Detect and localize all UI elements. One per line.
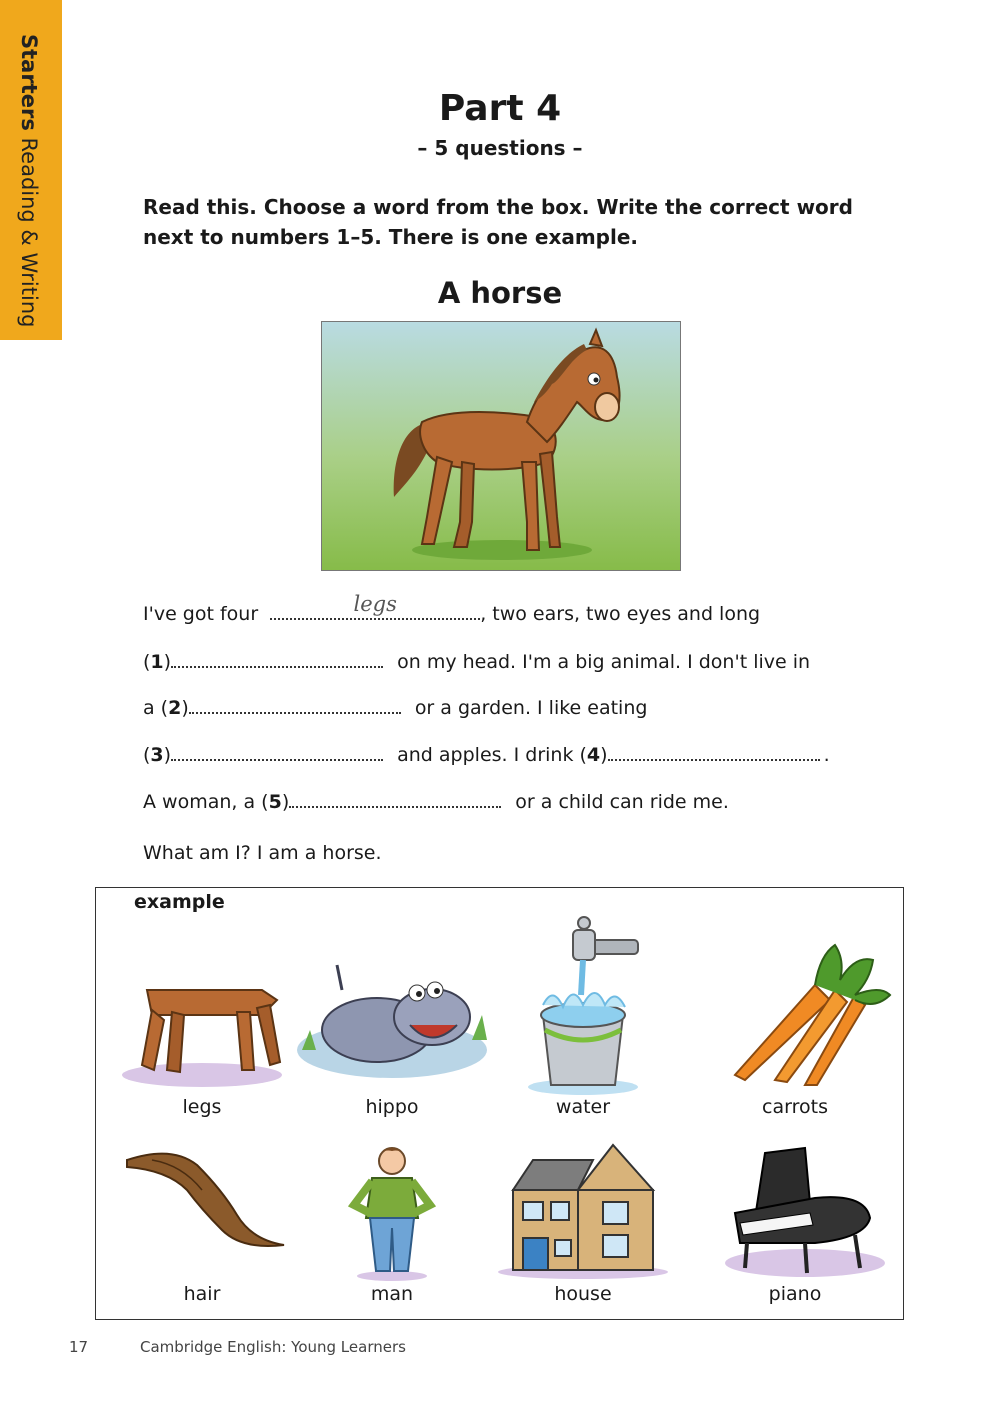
- story-line-1-before: I've got four: [143, 603, 259, 625]
- word-hair: hair: [183, 1283, 221, 1305]
- example-label: example: [134, 891, 225, 913]
- man-picture: [292, 1143, 492, 1283]
- hippo-icon: [292, 955, 492, 1090]
- question-2-number: 2: [168, 697, 182, 719]
- story-line-4-text: and apples. I drink (: [397, 744, 587, 766]
- question-5-number: 5: [268, 791, 282, 813]
- water-picture: [483, 915, 683, 1095]
- piano-icon: [695, 1143, 895, 1283]
- story-line-2: (1) on my head. I'm a big animal. I don't live in: [143, 644, 810, 674]
- story-line-2-text: on my head. I'm a big animal. I don't live in: [397, 651, 811, 673]
- answer-blank-2[interactable]: [189, 690, 401, 714]
- answer-blank-1[interactable]: [171, 644, 383, 668]
- story-line-5: A woman, a (5) or a child can ride me.: [143, 784, 729, 814]
- story-line-4-end: .: [823, 744, 830, 766]
- word-house: house: [554, 1283, 612, 1305]
- hair-icon: [112, 1145, 292, 1255]
- story-line-4: (3) and apples. I drink (4) .: [143, 737, 830, 767]
- story-line-3-before: a (: [143, 697, 169, 719]
- story-line-1: [143, 592, 761, 626]
- word-carrots: carrots: [762, 1096, 828, 1118]
- horse-picture: [321, 321, 681, 571]
- page-subtitle: – 5 questions –: [417, 136, 583, 160]
- house-icon: [483, 1140, 683, 1280]
- footer-publisher: Cambridge English: Young Learners: [140, 1338, 406, 1356]
- story-title: A horse: [437, 276, 563, 310]
- side-tab-level: Starters: [17, 34, 41, 131]
- page-number: 17: [69, 1338, 89, 1356]
- water-icon: [483, 915, 683, 1095]
- house-picture: [483, 1140, 683, 1280]
- question-1-number: 1: [150, 651, 164, 673]
- answer-blank-5[interactable]: [289, 784, 501, 808]
- question-4-number: 4: [586, 744, 601, 766]
- carrots-picture: [695, 940, 895, 1090]
- word-legs: legs: [182, 1096, 222, 1118]
- side-tab-section: Reading & Writing: [17, 137, 41, 328]
- word-man: man: [370, 1283, 414, 1305]
- story-line-3: a (2) or a garden. I like eating: [143, 690, 647, 720]
- instructions: Read this. Choose a word from the box. Write the correct word next to numbers 1–5. There is one example.: [143, 195, 853, 249]
- man-icon: [292, 1143, 492, 1283]
- answer-blank-3[interactable]: [171, 737, 383, 761]
- word-hippo: hippo: [365, 1096, 419, 1118]
- word-piano: piano: [768, 1283, 822, 1305]
- story-line-5-before: A woman, a (: [143, 791, 269, 813]
- legs-icon: [112, 960, 292, 1090]
- example-answer-blank: [270, 592, 480, 620]
- story-line-1-after: , two ears, two eyes and long: [480, 603, 761, 625]
- story-line-3-text: or a garden. I like eating: [414, 697, 648, 719]
- question-3-number: 3: [150, 744, 164, 766]
- example-answer: legs: [353, 592, 397, 616]
- page-title: Part 4: [438, 88, 562, 129]
- answer-blank-4[interactable]: [608, 737, 820, 761]
- word-water: water: [555, 1096, 611, 1118]
- carrots-icon: [695, 940, 895, 1090]
- story-line-5-text: or a child can ride me.: [515, 791, 729, 813]
- horse-illustration: [322, 322, 681, 571]
- hair-picture: [102, 1145, 302, 1255]
- story-closing: What am I? I am a horse.: [143, 842, 382, 864]
- legs-picture: [102, 960, 302, 1090]
- piano-picture: [695, 1143, 895, 1283]
- hippo-picture: [292, 955, 492, 1090]
